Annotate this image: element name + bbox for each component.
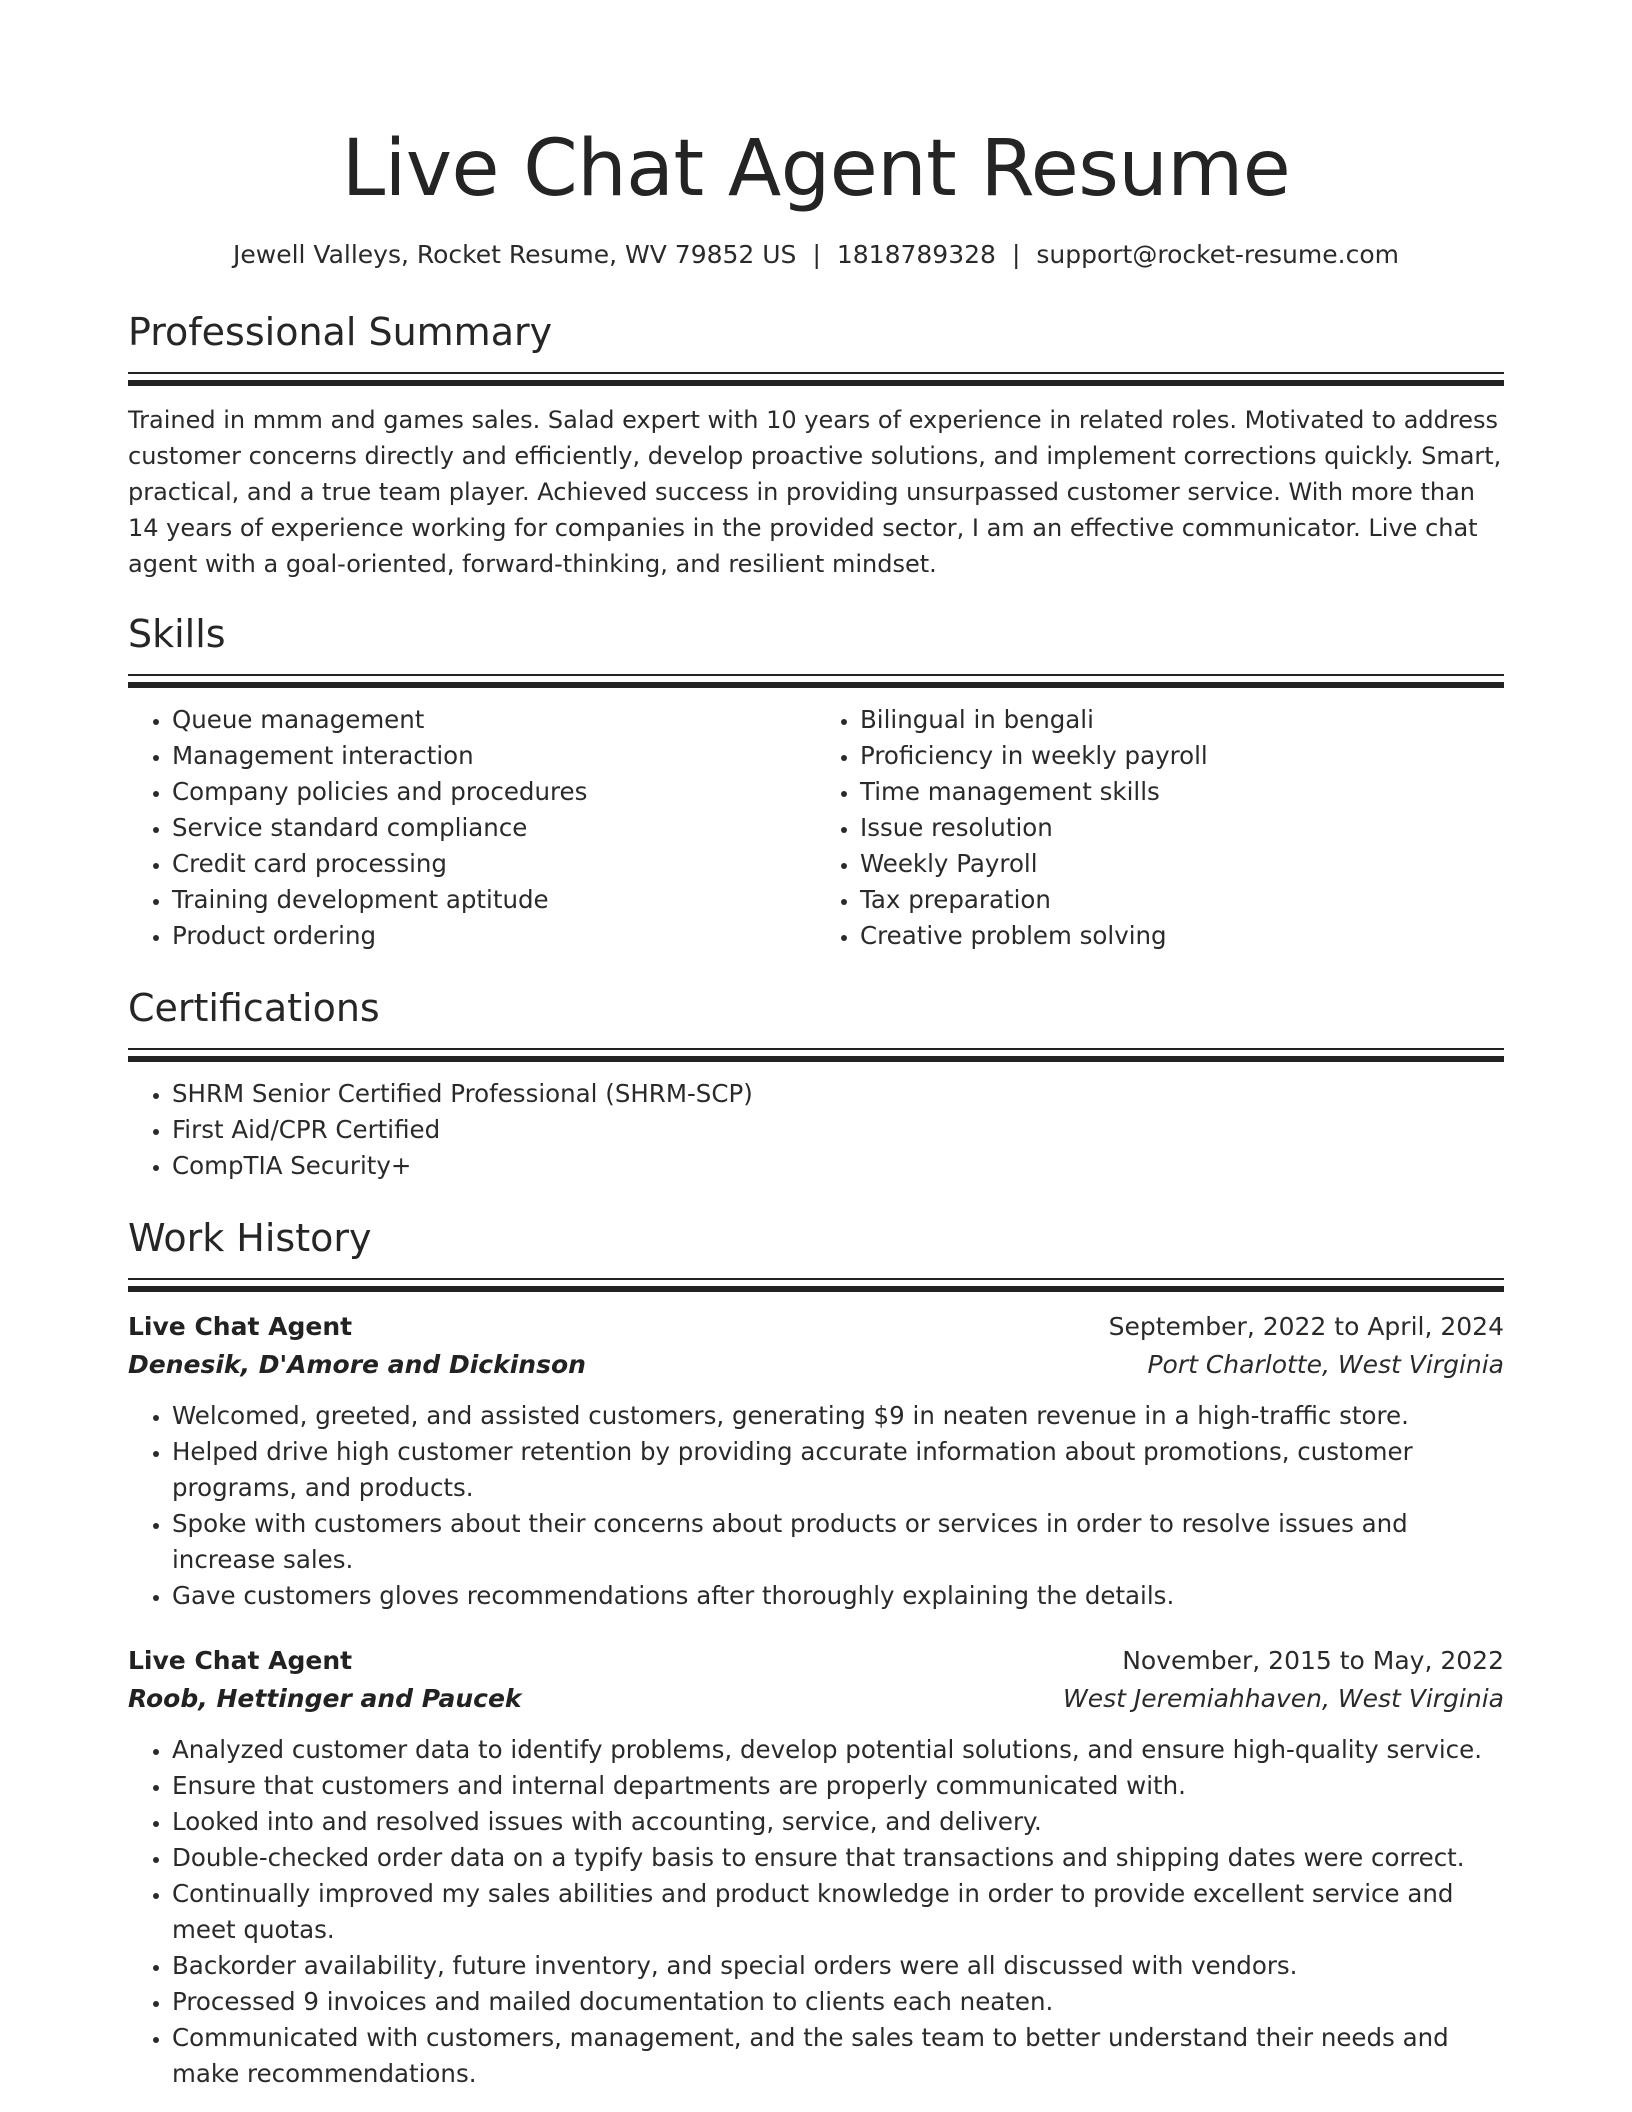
job-header — [128, 1642, 1504, 1680]
contact-email: support@rocket-resume.com — [1036, 240, 1399, 269]
job-dates: September, 2022 to April, 2024 — [1108, 1312, 1504, 1341]
certification-item: • SHRM Senior Certified Professional (SHRM-SCP) — [172, 1076, 1504, 1112]
job-company: Denesik, D'Amore and Dickinson — [128, 1350, 586, 1379]
job-bullet: • Welcomed, greeted, and assisted customers, generating $9 in neaten revenue in a high-traffic store. — [172, 1398, 1504, 1434]
job-entry — [128, 1642, 1504, 2092]
summary-text: Trained in mmm and games sales. Salad expert with 10 years of experience in related roles. Motivated to address customer concerns directly and efficiently, develop proactive solutions, and implement corrections quickly. Smart, practical, and a true team player. Achieved success in providing unsurpassed customer service. With more than 14 years of experience working for companies in the provided sector, I am an effective communicator. Live chat agent with a goal-oriented, forward-thinking, and resilient mindset. — [128, 406, 1502, 578]
section-divider — [128, 372, 1504, 386]
skill-item: • Time management skills — [860, 774, 1504, 810]
job-entry — [128, 1308, 1504, 1614]
contact-address: Jewell Valleys, Rocket Resume, WV 79852 US — [233, 240, 797, 269]
job-bullet: • Looked into and resolved issues with accounting, service, and delivery. — [172, 1804, 1504, 1840]
section-heading-work: Work History — [128, 1216, 372, 1260]
certifications-list — [128, 1076, 1504, 1184]
section-divider — [128, 674, 1504, 688]
skill-item: • Training development aptitude — [172, 882, 816, 918]
job-bullet: • Backorder availability, future inventory, and special orders were all discussed with vendors. — [172, 1948, 1504, 1984]
skill-item: • Weekly Payroll — [860, 846, 1504, 882]
job-subheader — [128, 1680, 1504, 1718]
skill-item: • Queue management — [172, 702, 816, 738]
job-location: West Jeremiahhaven, West Virginia — [1063, 1684, 1504, 1713]
section-divider — [128, 1278, 1504, 1292]
section-divider — [128, 1048, 1504, 1062]
job-bullets — [128, 1732, 1504, 2092]
job-company: Roob, Hettinger and Paucek — [128, 1684, 522, 1713]
job-bullet: • Continually improved my sales abilities and product knowledge in order to provide excellent service and meet quotas. — [172, 1876, 1504, 1948]
skills-columns — [128, 702, 1504, 954]
job-bullet: • Analyzed customer data to identify problems, develop potential solutions, and ensure high-quality service. — [172, 1732, 1504, 1768]
summary-section — [128, 308, 1504, 582]
certifications-section — [128, 984, 1504, 1184]
skill-item: • Company policies and procedures — [172, 774, 816, 810]
section-heading-summary: Professional Summary — [128, 310, 553, 354]
job-title: Live Chat Agent — [128, 1646, 353, 1675]
skills-list-left — [128, 702, 816, 954]
job-bullet: • Double-checked order data on a typify basis to ensure that transactions and shipping dates were correct. — [172, 1840, 1504, 1876]
job-dates: November, 2015 to May, 2022 — [1122, 1646, 1504, 1675]
job-bullet: • Processed 9 invoices and mailed documentation to clients each neaten. — [172, 1984, 1504, 2020]
skill-item: • Management interaction — [172, 738, 816, 774]
work-history-section — [128, 1214, 1504, 2092]
certification-item: • First Aid/CPR Certified — [172, 1112, 1504, 1148]
job-bullet: • Helped drive high customer retention by providing accurate information about promotions, customer programs, and products. — [172, 1434, 1504, 1506]
contact-separator: | — [1011, 240, 1021, 269]
job-bullets — [128, 1398, 1504, 1614]
skill-item: • Proficiency in weekly payroll — [860, 738, 1504, 774]
resume-page — [128, 118, 1504, 2092]
contact-phone: 1818789328 — [836, 240, 996, 269]
contact-separator: | — [812, 240, 821, 269]
job-header — [128, 1308, 1504, 1346]
section-heading-skills: Skills — [128, 612, 226, 656]
skills-section — [128, 610, 1504, 954]
job-location: Port Charlotte, West Virginia — [1147, 1350, 1504, 1379]
job-title: Live Chat Agent — [128, 1312, 353, 1341]
job-bullet: • Ensure that customers and internal departments are properly communicated with. — [172, 1768, 1504, 1804]
skill-item: • Service standard compliance — [172, 810, 816, 846]
skill-item: • Bilingual in bengali — [860, 702, 1504, 738]
certification-item: • CompTIA Security+ — [172, 1148, 1504, 1184]
job-bullet: • Spoke with customers about their concerns about products or services in order to resolve issues and increase sales. — [172, 1506, 1504, 1578]
skill-item: • Issue resolution — [860, 810, 1504, 846]
skills-list-right — [816, 702, 1504, 954]
skill-item: • Creative problem solving — [860, 918, 1504, 954]
skill-item: • Product ordering — [172, 918, 816, 954]
job-bullet: • Communicated with customers, management, and the sales team to better understand their needs and make recommendations. — [172, 2020, 1504, 2092]
job-bullet: • Gave customers gloves recommendations after thoroughly explaining the details. — [172, 1578, 1504, 1614]
section-heading-certifications: Certifications — [128, 986, 380, 1030]
page-title: Live Chat Agent Resume — [341, 124, 1291, 214]
skill-item: • Credit card processing — [172, 846, 816, 882]
skill-item: • Tax preparation — [860, 882, 1504, 918]
contact-line — [128, 238, 1504, 272]
job-subheader — [128, 1346, 1504, 1384]
